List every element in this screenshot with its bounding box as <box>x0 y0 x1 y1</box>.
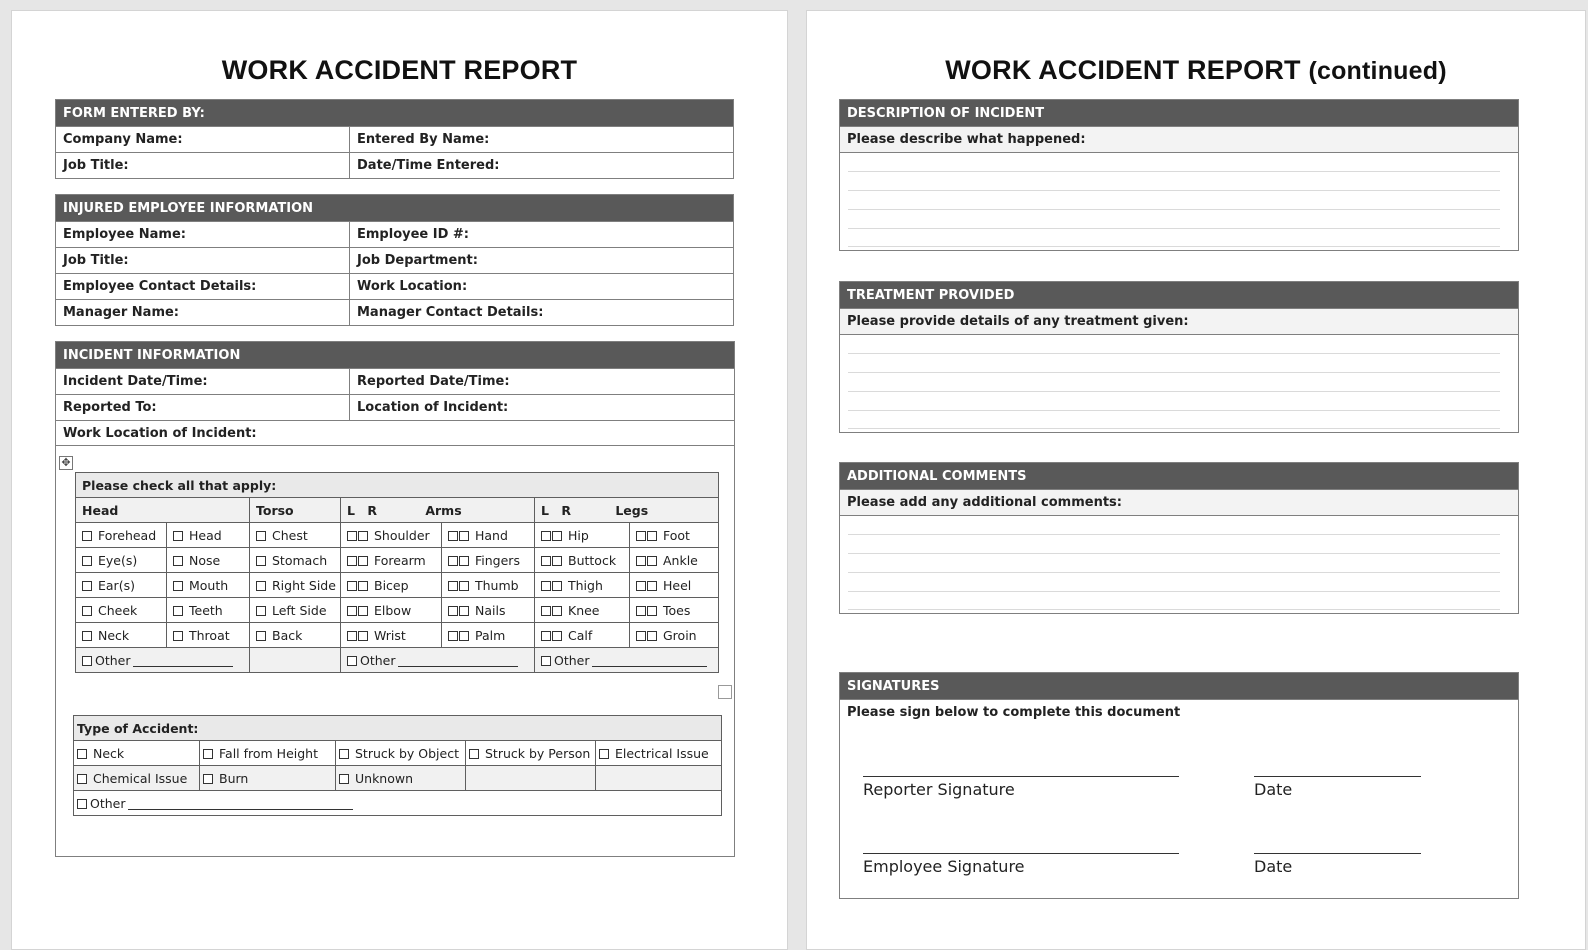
section-header: FORM ENTERED BY: <box>56 100 733 126</box>
accident-type-label: Burn <box>219 770 249 786</box>
checkbox[interactable] <box>77 749 87 759</box>
accident-type-label: Chemical Issue <box>93 770 188 786</box>
section-header: INCIDENT INFORMATION <box>56 342 734 368</box>
form-row <box>56 221 733 247</box>
checkbox[interactable] <box>448 606 458 616</box>
checkbox[interactable] <box>448 556 458 566</box>
employee-date-line[interactable] <box>1254 853 1421 854</box>
body-part-label: Forearm <box>374 552 426 568</box>
body-part-cell[interactable] <box>250 523 341 548</box>
other-label: Other <box>360 652 396 668</box>
description-section <box>839 99 1519 251</box>
checkbox[interactable] <box>552 531 562 541</box>
checkbox[interactable] <box>647 556 657 566</box>
section-header: INJURED EMPLOYEE INFORMATION <box>56 195 733 221</box>
body-part-cell[interactable] <box>442 523 535 548</box>
accident-type-table <box>73 715 722 816</box>
right-label: R <box>367 502 377 518</box>
body-part-cell[interactable] <box>76 623 167 648</box>
body-part-label: Teeth <box>189 602 223 618</box>
body-part-cell[interactable] <box>167 623 250 648</box>
reporter-signature-line[interactable] <box>863 776 1179 777</box>
body-part-label: Ear(s) <box>98 577 135 593</box>
body-parts-rows <box>76 523 719 648</box>
body-parts-row <box>76 573 719 598</box>
legs-column-header <box>535 498 719 523</box>
body-part-cell[interactable] <box>535 523 630 548</box>
accident-type-cell[interactable] <box>466 741 596 766</box>
employee-id-field[interactable]: Employee ID #: <box>357 227 469 242</box>
checkbox[interactable] <box>541 581 551 591</box>
checkbox[interactable] <box>77 799 87 809</box>
checkbox[interactable] <box>552 556 562 566</box>
body-part-label: Toes <box>663 602 691 618</box>
checkbox[interactable] <box>647 631 657 641</box>
accident-type-label: Struck by Person <box>485 745 591 761</box>
checkbox[interactable] <box>173 606 183 616</box>
body-parts-row <box>76 623 719 648</box>
body-part-cell[interactable] <box>76 573 167 598</box>
body-part-cell[interactable] <box>630 623 719 648</box>
accident-type-header: Type of Accident: <box>74 716 722 741</box>
accident-type-label: Struck by Object <box>355 745 459 761</box>
page-title-main: WORK ACCIDENT REPORT <box>945 55 1301 85</box>
checkbox[interactable] <box>636 631 646 641</box>
checkbox[interactable] <box>347 556 357 566</box>
body-parts-row <box>76 598 719 623</box>
manager-contact-field[interactable]: Manager Contact Details: <box>357 305 544 320</box>
body-part-label: Nose <box>189 552 221 568</box>
checkbox[interactable] <box>173 581 183 591</box>
checkbox[interactable] <box>599 749 609 759</box>
body-part-cell[interactable] <box>76 523 167 548</box>
comments-section <box>839 462 1519 614</box>
checkbox[interactable] <box>82 531 92 541</box>
employee-date-label: Date <box>1254 857 1293 876</box>
body-part-cell[interactable] <box>341 573 442 598</box>
incident-information-section <box>55 341 735 857</box>
checkbox[interactable] <box>358 556 368 566</box>
body-part-label: Left Side <box>272 602 327 618</box>
checkbox[interactable] <box>358 581 368 591</box>
treatment-section <box>839 281 1519 433</box>
body-part-label: Shoulder <box>374 527 430 543</box>
checkbox[interactable] <box>459 531 469 541</box>
employee-signature-line[interactable] <box>863 853 1179 854</box>
checkbox[interactable] <box>541 606 551 616</box>
body-part-label: Chest <box>272 527 308 543</box>
reporter-signature-label: Reporter Signature <box>863 780 1015 799</box>
form-row <box>56 273 733 299</box>
accident-type-cell[interactable] <box>596 741 722 766</box>
body-part-label: Cheek <box>98 602 138 618</box>
checkbox[interactable] <box>256 606 266 616</box>
body-part-label: Calf <box>568 627 593 643</box>
location-of-incident-field[interactable]: Location of Incident: <box>357 400 509 415</box>
body-part-label: Thumb <box>475 577 519 593</box>
page-title <box>807 55 1585 86</box>
other-label: Other <box>95 652 131 668</box>
body-part-label: Forehead <box>98 527 157 543</box>
empty-cell <box>596 766 722 791</box>
body-part-label: Eye(s) <box>98 552 138 568</box>
section-header: DESCRIPTION OF INCIDENT <box>840 100 1518 126</box>
accident-type-label: Unknown <box>355 770 414 786</box>
body-part-cell[interactable] <box>630 598 719 623</box>
job-department-field[interactable]: Job Department: <box>357 253 478 268</box>
reported-to-field[interactable]: Reported To: <box>56 395 350 420</box>
head-other-cell[interactable] <box>76 648 250 673</box>
body-part-label: Palm <box>475 627 506 643</box>
checkbox[interactable] <box>636 581 646 591</box>
accident-type-cell[interactable] <box>74 766 200 791</box>
legs-other-cell[interactable] <box>535 648 719 673</box>
body-part-cell[interactable] <box>535 573 630 598</box>
torso-other-cell <box>250 648 341 673</box>
comments-text-area[interactable] <box>840 515 1518 613</box>
incident-date-time-field[interactable]: Incident Date/Time: <box>56 369 350 394</box>
table-resize-handle-icon[interactable] <box>718 685 732 699</box>
legs-label: Legs <box>615 502 649 518</box>
employee-name-field[interactable]: Employee Name: <box>56 222 350 247</box>
body-part-cell[interactable] <box>341 548 442 573</box>
body-part-cell[interactable] <box>535 623 630 648</box>
section-header: SIGNATURES <box>840 673 1518 699</box>
checkbox[interactable] <box>448 631 458 641</box>
body-part-label: Right Side <box>272 577 336 593</box>
page-2 <box>806 10 1586 950</box>
checkbox[interactable] <box>82 631 92 641</box>
body-part-label: Stomach <box>272 552 328 568</box>
body-part-label: Elbow <box>374 602 412 618</box>
accident-type-cell[interactable] <box>336 741 466 766</box>
body-part-label: Hip <box>568 527 589 543</box>
accident-type-cell[interactable] <box>74 741 200 766</box>
checkbox[interactable] <box>347 606 357 616</box>
form-entered-by-section <box>55 99 734 179</box>
checkbox[interactable] <box>358 606 368 616</box>
employee-job-title-field[interactable]: Job Title: <box>56 248 350 273</box>
injured-employee-section <box>55 194 734 326</box>
section-prompt: Please sign below to complete this document <box>840 699 1518 725</box>
checkbox[interactable] <box>77 774 87 784</box>
checkbox[interactable] <box>459 631 469 641</box>
accident-type-label: Neck <box>93 745 125 761</box>
body-part-label: Throat <box>189 627 230 643</box>
checkbox[interactable] <box>339 774 349 784</box>
checkbox[interactable] <box>82 556 92 566</box>
form-row <box>56 247 733 273</box>
body-part-cell[interactable] <box>167 573 250 598</box>
accident-type-row <box>74 741 722 766</box>
page-1 <box>11 10 788 950</box>
checkbox[interactable] <box>82 656 92 666</box>
other-label: Other <box>554 652 590 668</box>
checkbox[interactable] <box>173 531 183 541</box>
checkbox[interactable] <box>448 531 458 541</box>
arms-label: Arms <box>425 502 462 518</box>
body-part-cell[interactable] <box>341 598 442 623</box>
checkbox[interactable] <box>82 606 92 616</box>
left-label: L <box>541 502 549 518</box>
table-move-handle-icon[interactable]: ✥ <box>59 456 73 470</box>
body-part-label: Foot <box>663 527 690 543</box>
checkbox[interactable] <box>358 531 368 541</box>
body-part-label: Fingers <box>475 552 520 568</box>
body-part-label: Thigh <box>568 577 603 593</box>
section-header: ADDITIONAL COMMENTS <box>840 463 1518 489</box>
checkbox[interactable] <box>459 581 469 591</box>
left-label: L <box>347 502 355 518</box>
body-part-cell[interactable] <box>630 548 719 573</box>
section-prompt: Please describe what happened: <box>840 126 1518 152</box>
body-part-label: Back <box>272 627 303 643</box>
page-title-suffix: (continued) <box>1308 57 1447 85</box>
body-part-cell[interactable] <box>76 598 167 623</box>
work-location-field[interactable]: Work Location: <box>357 279 468 294</box>
reported-date-time-field[interactable]: Reported Date/Time: <box>357 374 510 389</box>
form-row <box>56 368 734 394</box>
reporter-date-line[interactable] <box>1254 776 1421 777</box>
checkbox[interactable] <box>541 656 551 666</box>
checkbox[interactable] <box>256 556 266 566</box>
body-part-cell[interactable] <box>250 623 341 648</box>
body-part-label: Mouth <box>189 577 229 593</box>
body-part-cell[interactable] <box>442 573 535 598</box>
body-part-cell[interactable] <box>442 548 535 573</box>
body-part-label: Ankle <box>663 552 698 568</box>
checkbox[interactable] <box>552 606 562 616</box>
work-location-of-incident-field[interactable]: Work Location of Incident: <box>56 420 734 446</box>
arms-other-cell[interactable] <box>341 648 535 673</box>
checkbox[interactable] <box>203 774 213 784</box>
section-prompt: Please add any additional comments: <box>840 489 1518 515</box>
body-part-cell[interactable] <box>250 598 341 623</box>
checkbox[interactable] <box>459 556 469 566</box>
accident-type-cell[interactable] <box>200 741 336 766</box>
checkbox[interactable] <box>256 581 266 591</box>
checkbox[interactable] <box>82 581 92 591</box>
form-row <box>56 299 733 325</box>
checkbox[interactable] <box>173 631 183 641</box>
body-part-cell[interactable] <box>630 523 719 548</box>
checkbox[interactable] <box>636 531 646 541</box>
checkbox[interactable] <box>636 606 646 616</box>
body-part-label: Buttock <box>568 552 617 568</box>
right-label: R <box>561 502 571 518</box>
body-part-cell[interactable] <box>76 548 167 573</box>
body-part-cell[interactable] <box>442 598 535 623</box>
checkbox[interactable] <box>347 581 357 591</box>
body-part-cell[interactable] <box>250 548 341 573</box>
checkbox[interactable] <box>459 606 469 616</box>
checkbox[interactable] <box>469 749 479 759</box>
body-part-label: Head <box>189 527 222 543</box>
accident-type-label: Fall from Height <box>219 745 319 761</box>
checkbox[interactable] <box>541 556 551 566</box>
torso-column-header: Torso <box>250 498 341 523</box>
treatment-text-area[interactable] <box>840 334 1518 432</box>
checkbox[interactable] <box>347 531 357 541</box>
body-parts-table <box>75 472 719 673</box>
body-part-label: Hand <box>475 527 508 543</box>
checkbox[interactable] <box>347 656 357 666</box>
body-parts-row <box>76 523 719 548</box>
checkbox[interactable] <box>647 581 657 591</box>
description-text-area[interactable] <box>840 152 1518 250</box>
manager-name-field[interactable]: Manager Name: <box>56 300 350 325</box>
checkbox[interactable] <box>647 531 657 541</box>
body-part-cell[interactable] <box>535 598 630 623</box>
job-title-field[interactable]: Job Title: <box>56 153 350 178</box>
section-prompt: Please provide details of any treatment given: <box>840 308 1518 334</box>
body-part-cell[interactable] <box>167 523 250 548</box>
body-part-label: Bicep <box>374 577 409 593</box>
body-part-cell[interactable] <box>341 623 442 648</box>
arms-column-header <box>341 498 535 523</box>
body-part-cell[interactable] <box>630 573 719 598</box>
body-part-cell[interactable] <box>535 548 630 573</box>
body-part-label: Groin <box>663 627 697 643</box>
employee-signature-label: Employee Signature <box>863 857 1025 876</box>
accident-type-cell[interactable] <box>200 766 336 791</box>
checkbox[interactable] <box>256 531 266 541</box>
checkbox[interactable] <box>203 749 213 759</box>
body-part-cell[interactable] <box>167 548 250 573</box>
form-row <box>56 394 734 420</box>
body-part-label: Knee <box>568 602 600 618</box>
body-part-cell[interactable] <box>250 573 341 598</box>
checkbox[interactable] <box>358 631 368 641</box>
head-column-header: Head <box>76 498 250 523</box>
checkbox[interactable] <box>541 631 551 641</box>
body-part-cell[interactable] <box>442 623 535 648</box>
checkbox[interactable] <box>256 631 266 641</box>
body-part-cell[interactable] <box>341 523 442 548</box>
other-label: Other <box>90 795 126 811</box>
checkbox[interactable] <box>347 631 357 641</box>
date-time-entered-field[interactable]: Date/Time Entered: <box>357 158 500 173</box>
accident-type-label: Electrical Issue <box>615 745 709 761</box>
checkbox[interactable] <box>552 581 562 591</box>
checkbox[interactable] <box>552 631 562 641</box>
form-row <box>56 152 733 178</box>
signatures-section <box>839 672 1519 899</box>
employee-contact-field[interactable]: Employee Contact Details: <box>56 274 350 299</box>
body-part-label: Heel <box>663 577 692 593</box>
accident-type-row <box>74 766 722 791</box>
empty-cell <box>466 766 596 791</box>
section-header: TREATMENT PROVIDED <box>840 282 1518 308</box>
checkbox[interactable] <box>173 556 183 566</box>
body-part-label: Wrist <box>374 627 406 643</box>
body-part-cell[interactable] <box>167 598 250 623</box>
checkbox[interactable] <box>541 531 551 541</box>
accident-type-cell[interactable] <box>336 766 466 791</box>
body-parts-header: Please check all that apply: <box>76 473 719 498</box>
checkbox[interactable] <box>448 581 458 591</box>
checkbox[interactable] <box>647 606 657 616</box>
page-title: WORK ACCIDENT REPORT <box>221 55 578 85</box>
checkbox[interactable] <box>339 749 349 759</box>
company-name-field[interactable]: Company Name: <box>56 127 350 152</box>
body-part-label: Nails <box>475 602 506 618</box>
entered-by-name-field[interactable]: Entered By Name: <box>357 132 490 147</box>
accident-other-cell[interactable] <box>74 791 722 816</box>
form-row <box>56 126 733 152</box>
reporter-date-label: Date <box>1254 780 1293 799</box>
checkbox[interactable] <box>636 556 646 566</box>
body-part-label: Neck <box>98 627 130 643</box>
body-parts-row <box>76 548 719 573</box>
